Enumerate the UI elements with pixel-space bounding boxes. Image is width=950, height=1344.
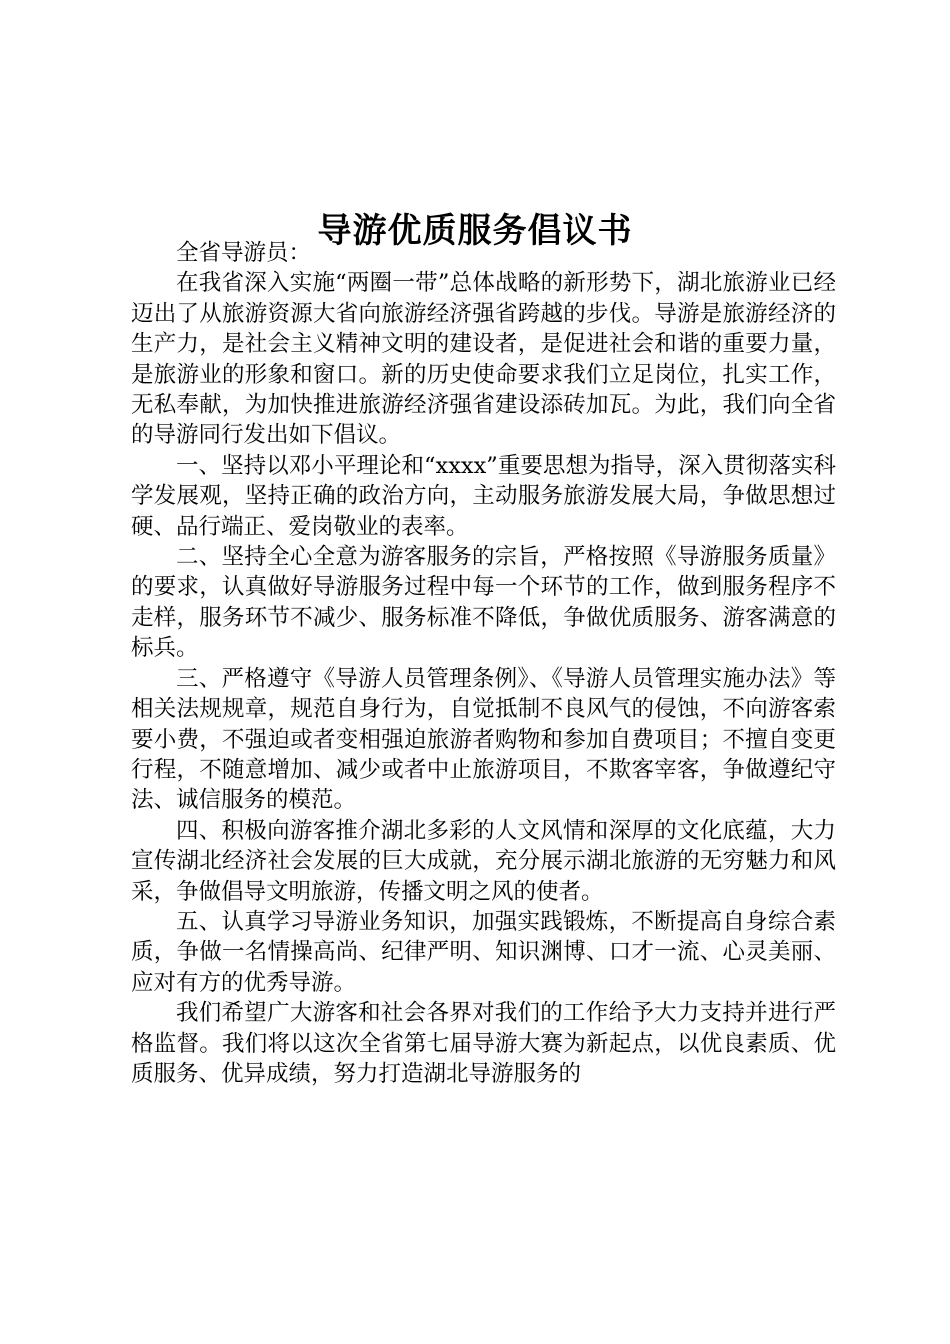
paragraph-item-1: 一、坚持以邓小平理论和“xxxx”重要思想为指导，深入贯彻落实科学发展观，坚持正确的政治方向，主动服务旅游发展大局，争做思想过硬、品行端正、爱岗敬业的表率。 xyxy=(131,452,836,540)
paragraph-intro: 在我省深入实施“两圈一带”总体战略的新形势下，湖北旅游业已经迈出了从旅游资源大省向旅游经济强省跨越的步伐。导游是旅游经济的生产力，是社会主义精神文明的建设者，是促进社会和谐的重要力量，是旅游业的形象和窗口。新的历史使命要求我们立足岗位，扎实工作，无私奉献，为加快推进旅游经济强省建设添砖加瓦。为此，我们向全省的导游同行发出如下倡议。 xyxy=(131,270,836,449)
paragraph-item-3: 三、严格遵守《导游人员管理条例》、《导游人员管理实施办法》等相关法规规章，规范自身行为，自觉抵制不良风气的侵蚀，不向游客索要小费，不强迫或者变相强迫旅游者购物和参加自费项目；不擅自变更行程，不随意增加、减少或者中止旅游项目，不欺客宰客，争做遵纪守法、诚信服务的模范。 xyxy=(131,665,836,814)
document-title: 导游优质服务倡议书 xyxy=(317,210,633,251)
paragraph-closing: 我们希望广大游客和社会各界对我们的工作给予大力支持并进行严格监督。我们将以这次全省第七届导游大赛为新起点，以优良素质、优质服务、优异成绩，努力打造湖北导游服务的 xyxy=(131,1000,836,1087)
paragraph-item-4: 四、积极向游客推介湖北多彩的人文风情和深厚的文化底蕴，大力宣传湖北经济社会发展的巨大成就，充分展示湖北旅游的无穷魅力和风采，争做倡导文明旅游，传播文明之风的使者。 xyxy=(131,817,836,905)
paragraph-item-2: 二、坚持全心全意为游客服务的宗旨，严格按照《导游服务质量》的要求，认真做好导游服务过程中每一个环节的工作，做到服务程序不走样，服务环节不减少、服务标准不降低，争做优质服务、游客满意的标兵。 xyxy=(131,544,836,662)
salutation: 全省导游员： xyxy=(176,240,312,266)
paragraph-item-5: 五、认真学习导游业务知识，加强实践锻炼，不断提高自身综合素质，争做一名情操高尚、纪律严明、知识渊博、口才一流、心灵美丽、应对有方的优秀导游。 xyxy=(131,908,836,996)
document-body xyxy=(131,238,836,1089)
